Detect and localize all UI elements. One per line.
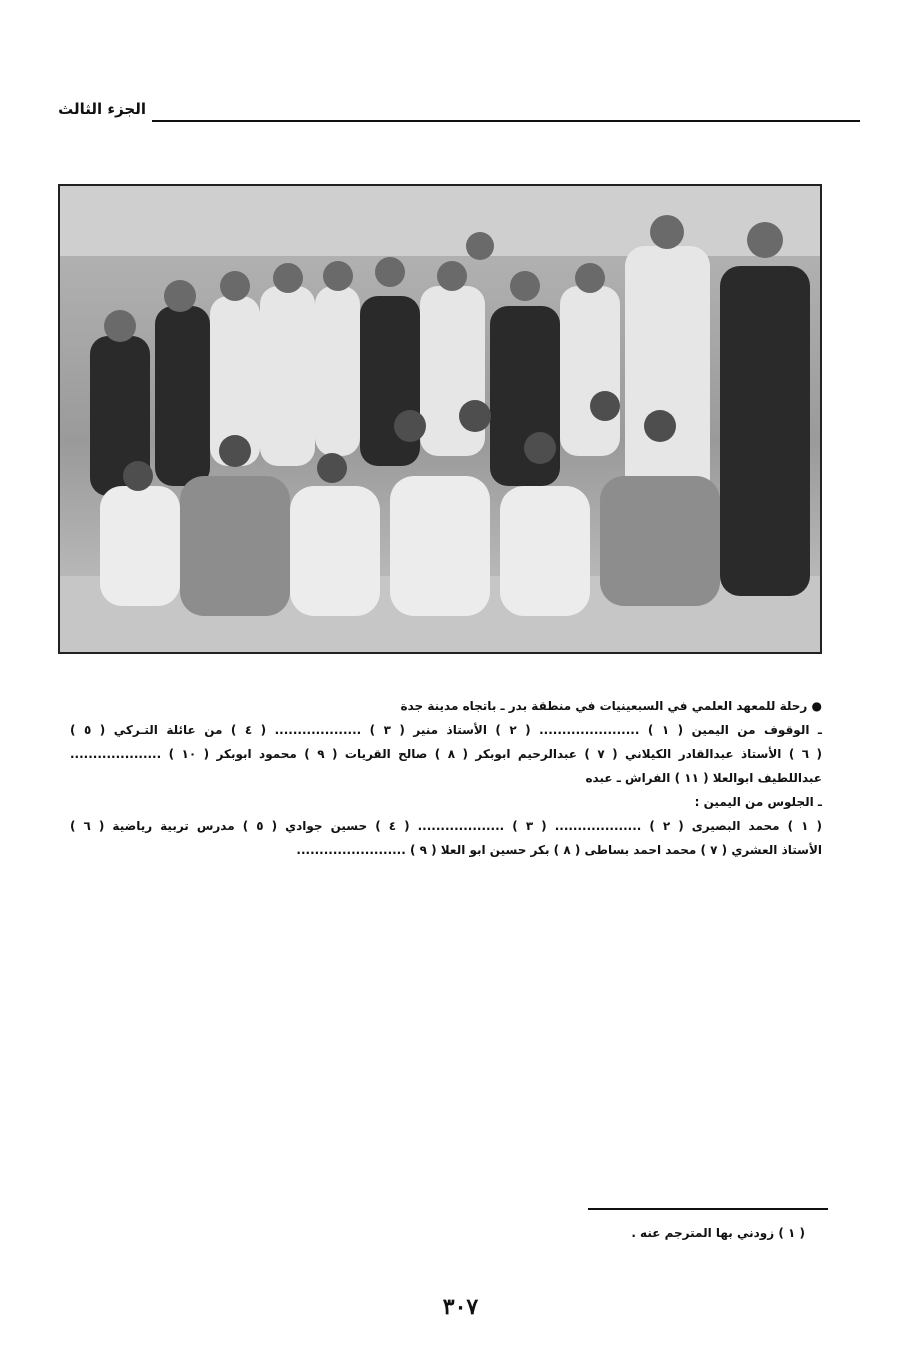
caption-seated-heading: ـ الجلوس من اليمين : — [694, 795, 822, 809]
caption-title: ● رحلة للمعهد العلمي في السبعينيات في منطقة بدر ـ باتجاه مدينة جدة — [400, 699, 822, 713]
caption-seated-line-2: الأستاذ العشري ( ٧ ) محمد احمد بساطى ( ٨ ) بكر حسين ابو العلا ( ٩ ) ........................ — [296, 843, 822, 857]
group-photograph-image — [60, 186, 820, 652]
caption-standing-line-2: ( ٦ ) الأستاذ عبدالقادر الكيلاني ( ٧ ) عبدالرحيم ابوبكر ( ٨ ) صالح القريات ( ٩ ) محمود ابوبكر ( ١٠ ) .................... — [70, 747, 822, 761]
header-rule — [152, 120, 860, 122]
footnote-rule — [588, 1208, 828, 1210]
caption-standing-line-1: ـ الوقوف من اليمين ( ١ ) ...................... ( ٢ ) الأستاذ منير ( ٣ ) ................... ( ٤ ) من عائلة التـركي ( ٥ ) — [70, 723, 822, 737]
group-photograph — [58, 184, 822, 654]
header-title: الجزء الثالث — [58, 100, 146, 118]
footnote: ( ١ ) زودني بها المترجم عنه . — [631, 1226, 805, 1240]
caption-seated-line-1: ( ١ ) محمد البصيرى ( ٢ ) ................... ( ٣ ) ................... ( ٤ ) حسين جوادي ( ٥ ) مدرس تربية رياضية ( ٦ ) — [70, 819, 822, 833]
caption-standing-line-3: عبداللطيف ابوالعلا ( ١١ ) الفراش ـ عبده — [585, 771, 822, 785]
photo-caption — [70, 694, 822, 862]
page-number: ٣٠٧ — [442, 1294, 479, 1320]
